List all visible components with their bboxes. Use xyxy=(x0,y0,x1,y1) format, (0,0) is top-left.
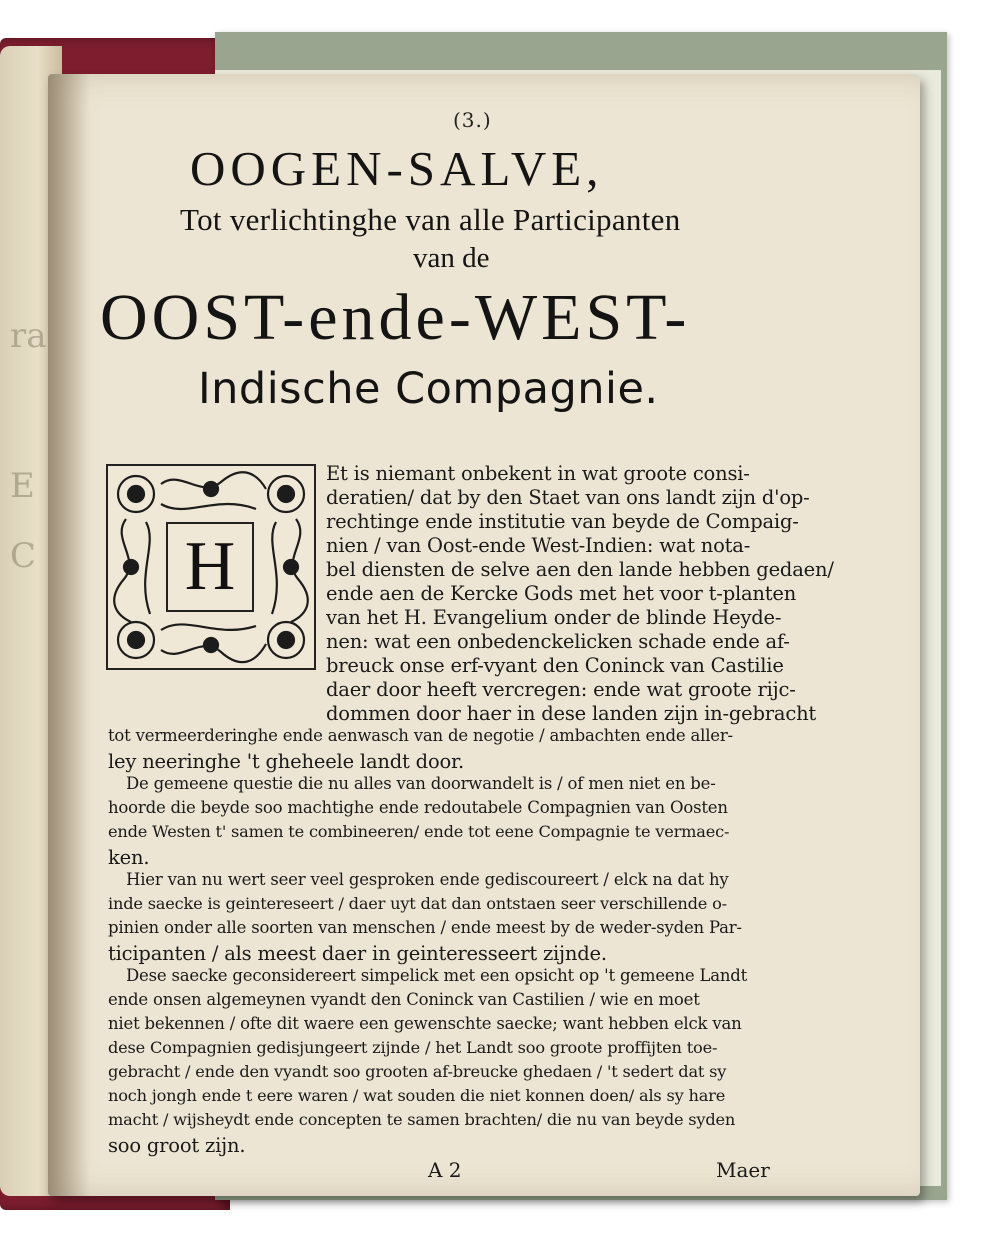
title-line-3: van de xyxy=(413,242,490,274)
body-line: rechtinge ende institutie van beyde de Compaig- xyxy=(326,510,799,533)
gutter-shadow xyxy=(48,74,90,1196)
body-line: ende aen de Kercke Gods met het voor t-planten xyxy=(326,582,797,605)
body-line: ley neeringhe 't gheheele landt door. xyxy=(108,750,464,773)
catchword: Maer xyxy=(716,1158,770,1182)
body-line: Et is niemant onbekent in wat groote consi- xyxy=(326,462,750,485)
body-line: gebracht / ende den vyandt soo grooten af-breucke ghedaen / 't sedert dat sy xyxy=(108,1062,727,1081)
signature-mark: A 2 xyxy=(428,1158,462,1182)
body-line: De gemeene questie die nu alles van doorwandelt is / of men niet en be- xyxy=(126,774,716,793)
book-page xyxy=(48,74,920,1196)
initial-letter: H xyxy=(184,528,236,605)
body-line: van het H. Evangelium onder de blinde Heyde- xyxy=(326,606,782,629)
page-number: (3.) xyxy=(453,108,492,132)
show-through-text: C xyxy=(10,536,37,576)
title-line-4: OOST-ende-WEST- xyxy=(100,281,691,354)
body-line: hoorde die beyde soo machtighe ende redoutabele Compagnien van Oosten xyxy=(108,798,728,817)
body-line: deratien/ dat by den Staet van ons landt zijn d'op- xyxy=(326,486,810,509)
body-line: Hier van nu wert seer veel gesproken ende gediscoureert / elck na dat hy xyxy=(126,870,729,889)
body-line: nen: wat een onbedenckelicken schade ende af- xyxy=(326,630,790,653)
body-line: tot vermeerderinghe ende aenwasch van de negotie / ambachten ende aller- xyxy=(108,726,733,745)
body-line: dommen door haer in dese landen zijn in-gebracht xyxy=(326,702,817,725)
body-line: breuck onse erf-vyant den Coninck van Castilie xyxy=(326,654,784,677)
body-line: macht / wijsheydt ende concepten te samen brachten/ die nu van beyde syden xyxy=(108,1110,736,1129)
title-line-2: Tot verlichtinghe van alle Participanten xyxy=(180,202,681,237)
show-through-text: ra xyxy=(10,316,47,356)
title-line-5: Indische Compagnie. xyxy=(198,364,659,414)
body-line: inde saecke is geintereseert / daer uyt dat dan ontstaen seer verschillende o- xyxy=(108,894,727,913)
body-line: bel diensten de selve aen den lande hebben gedaen/ xyxy=(326,558,834,581)
body-line: pinien onder alle soorten van menschen / ende meest by de weder-syden Par- xyxy=(108,918,742,937)
body-line: ken. xyxy=(108,846,150,869)
body-line: ende onsen algemeynen vyandt den Coninck van Castilien / wie en moet xyxy=(108,990,700,1009)
body-line: niet bekennen / ofte dit waere een gewenschte saecke; want hebben elck van xyxy=(108,1014,742,1033)
body-line: dese Compagnien gedisjungeert zijnde / het Landt soo groote proffijten toe- xyxy=(108,1038,718,1057)
body-line: daer door heeft vercregen: ende wat groote rijc- xyxy=(326,678,796,701)
body-line: ende Westen t' samen te combineeren/ ende tot eene Compagnie te vermaec- xyxy=(108,822,730,841)
decorated-initial xyxy=(106,464,316,670)
body-line: soo groot zijn. xyxy=(108,1134,246,1157)
body-line: nien / van Oost-ende West-Indien: wat nota- xyxy=(326,534,751,557)
body-line: ticipanten / als meest daer in geinteresseert zijnde. xyxy=(108,942,607,965)
show-through-text: E xyxy=(10,466,35,506)
title-line-1: OOGEN-SALVE, xyxy=(190,141,604,196)
body-line: Dese saecke geconsidereert simpelick met een opsicht op 't gemeene Landt xyxy=(126,966,748,985)
initial-box xyxy=(166,522,254,612)
body-line: noch jongh ende t eere waren / wat souden die niet konnen doen/ als sy hare xyxy=(108,1086,726,1105)
